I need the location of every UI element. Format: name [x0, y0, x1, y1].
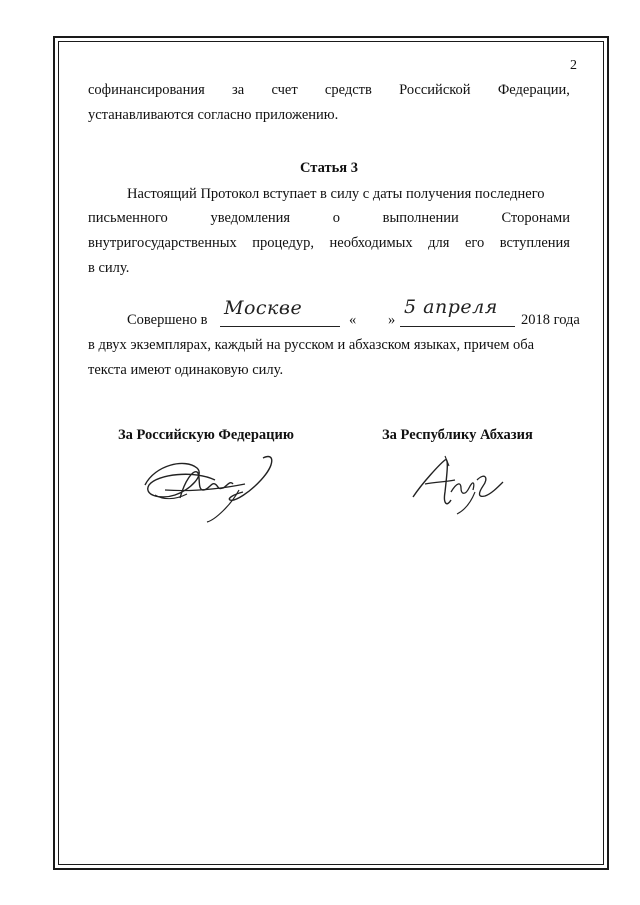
word: письменного [88, 210, 168, 226]
paragraph-line: в силу. [88, 260, 130, 276]
word: о [332, 210, 341, 226]
article-heading: Статья 3 [300, 160, 358, 176]
paragraph-line: в двух экземплярах, каждый на русском и абхазском языках, причем оба [88, 337, 535, 353]
date-underline [400, 326, 515, 327]
word: его [464, 235, 485, 251]
word: Сторонами [501, 210, 570, 226]
page-number: 2 [570, 58, 577, 73]
word: выполнении [382, 210, 459, 226]
year-text: 2018 года [521, 312, 580, 328]
handwritten-date: 5 апреля [404, 296, 498, 318]
paragraph-line: устанавливаются согласно приложению. [88, 107, 339, 123]
word: счет [271, 82, 298, 98]
quote-close: » [388, 312, 396, 328]
signatory-abkhazia-label: За Республику Абхазия [382, 427, 533, 443]
word: процедур, [252, 235, 314, 251]
word: Российской [399, 82, 471, 98]
word: вступления [499, 235, 570, 251]
word: софинансирования [88, 82, 205, 98]
word: внутригосударственных [88, 235, 237, 251]
paragraph-line: текста имеют одинаковую силу. [88, 362, 284, 378]
paragraph-line: Настоящий Протокол вступает в силу с даты получения последнего [127, 186, 545, 202]
signature-abkhazia [405, 452, 515, 517]
paragraph-line [88, 209, 570, 227]
handwritten-place: Москве [224, 297, 303, 319]
signatory-russia-label: За Российскую Федерацию [118, 427, 294, 443]
word: уведомления [210, 210, 291, 226]
paragraph-line [88, 81, 570, 99]
word: Федерации, [497, 82, 570, 98]
signature-russia [135, 450, 285, 525]
word: средств [324, 82, 372, 98]
word: для [428, 235, 450, 251]
word: необходимых [329, 235, 413, 251]
word: за [232, 82, 245, 98]
done-label: Совершено в [127, 312, 208, 328]
quote-open: « [349, 312, 357, 328]
paragraph-line [88, 234, 570, 252]
place-underline [220, 326, 340, 327]
